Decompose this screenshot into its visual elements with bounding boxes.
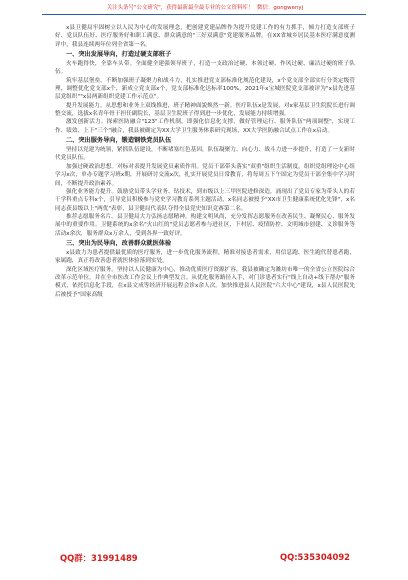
section-heading: 二、突出服务导向，锻造钢铁党员队伍	[66, 137, 172, 145]
body-paragraph: x县致力为患者提供最优质的医疗服务，进一步优化服务流程，精准对接患者需求，用信息跑、医生跑代替患者跑、家属跑，真正将改善患者就医体验落到实处。	[55, 249, 355, 265]
body-paragraph: 深化区域医疗服务。坚持以人民健康为中心，推动优质医疗资源扩容，我县被确定为潍坊市唯一的全省公立医院综合改革示范单位，并在全市医改工作会议上作典型发言。从优化服务路径入手，对门诊患者实行"线上自动+线下帮办"服务模式，依托信息化手段，在x县文成等经济开展远程会诊x余人次。加快推进县人民医院"六大中心"建设，x县人民医院先后被授予"国家高级	[55, 266, 355, 298]
body-paragraph: 提升发展能力。从思想和业务上双线推进，班子精神面貌焕然一新。医疗队伍x是发展，对x家基层卫生院院长进行调整交流，选拔x名青年骨干担任副院长，基层卫生院班子得到进一步优化，发展能力持续增强。	[55, 102, 355, 118]
body-paragraph: 强化业务能力提升。鼓励党员带头学业务、钻技术，到市级以上三甲医院进修深造，涌现出了党员专家为带头人的若干学科重点专科x个，引导党员积极参与党史学习教育系列主题活动，x名同志被授予"XX市卫生健康系统优化先锋"，x名同志获县级以上"两优"表彰，县卫健局代表队夺得全县党史知识竞赛第二名。	[55, 188, 355, 212]
footer-qq-group: QQ群：31991489	[60, 553, 138, 563]
body-paragraph: 坚持以党建为统领，紧抓队伍建设，不断堵塞红色基因，队伍凝聚力、向心力、战斗力进一步提升，打造了一支新时代党员队伍。	[55, 147, 355, 162]
body-paragraph: x县卫健局牢固树立以人民为中心的发展理念，把创建党建品牌作为提升党建工作的有力抓手，倾力打造支部班子好、党员队伍好、医疗服务好和职工满意、群众满意的"三好双满意"党建服务品牌。在XX省城乡居民基本医疗满意度测评中，我县连续两年位列全省第一名。	[55, 25, 355, 48]
section-heading: 一、突出发展导向，打造过硬支部班子	[66, 51, 172, 59]
body-paragraph: 推荐志愿服务名片。县卫健局大力弘扬志愿精神，构建文明风尚，充分发挥志愿服务在改善民生、凝聚民心、服务发展中的重要作用。卫健系统的x余名"火山红的"党员志愿者参与进社区、下村居、疫情防控、文明城市创建、义诊服务等活动x余次，服务群众x万余人，受到各界一致好评。	[55, 213, 355, 237]
banner-divider	[42, 14, 366, 15]
body-paragraph: 火车跑得快，全靠车头带。全面健全建强领导班子，打造一支政治过硬、本领过硬、作风过硬、廉洁过硬的班子队伍。	[55, 61, 355, 76]
body-paragraph: 加强过硬政治思想。对标对表提升发展党员素质作用。党员干部带头落实"双重"组织生活制度。组织党组理论中心组学习x次，单办专题学习班x期，开展研讨交流x次，扎实开展党员日常教育，将每周五下午固定为党员干部全集中学习时间，不断提升政治素养。	[55, 163, 355, 187]
banner-promo-text: 关注头条号"公文研究"，获得最新最全最专业的公文资料库！	[106, 5, 254, 11]
top-banner	[55, 4, 355, 12]
banner-wechat-text: 微信：gongwenyj	[257, 5, 304, 11]
section-heading: 三、突出为民导向，改善群众就医体验	[66, 239, 172, 247]
page-footer	[60, 552, 350, 564]
footer-qq: QQ:535304092	[279, 552, 350, 562]
body-paragraph: 激发创新活力。探索医防融合"123"工作机制，即强化信息化支撑，做好管理运行、服务队伍"两项调整"，实现工作、绩效、上下"三个"融合，我县被确定为XX大学卫生服务体系研究现场，XX大学医防融合试点工作在x启动。	[55, 119, 355, 134]
body-paragraph: 筑牢基层堡垒。不断加强班子凝聚力和战斗力，扎实推进党支部标准化规范化建设，x个党支部全部实行分类定级管理，调整优化党支部x个，新成立党支部x个，党支部标准化达标率100%，2021年x宝城医院党支部被评为"x县先进基层党组织""x县两新组织党建工作示范点"。	[55, 77, 355, 101]
document-body	[55, 24, 355, 540]
